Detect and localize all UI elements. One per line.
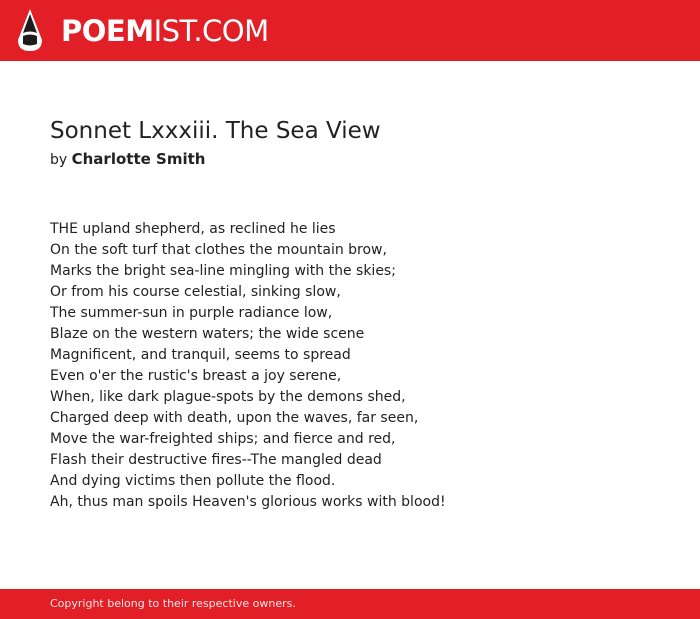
poem-line: And dying victims then pollute the flood. (50, 473, 336, 489)
brand-name-strong: POEM (61, 14, 154, 48)
copyright-text: Copyright belong to their respective owners. (50, 597, 296, 610)
poem-line: Or from his course celestial, sinking slow, (50, 284, 341, 300)
poem-line: Flash their destructive fires--The mangled dead (50, 452, 382, 468)
site-footer (0, 589, 700, 619)
poem-line: Marks the bright sea-line mingling with the skies; (50, 263, 396, 279)
brand-name-light: IST.COM (153, 14, 269, 48)
poem-title: Sonnet Lxxxiii. The Sea View (50, 118, 381, 144)
author-link[interactable]: Charlotte Smith (71, 150, 206, 168)
poem-line: Blaze on the western waters; the wide scene (50, 326, 365, 342)
brand-name (61, 14, 269, 48)
poem-line: Charged deep with death, upon the waves, far seen, (50, 410, 419, 426)
pencil-tip-icon (18, 9, 42, 51)
poem-line: When, like dark plague-spots by the demons shed, (50, 389, 406, 405)
poem-line: On the soft turf that clothes the mountain brow, (50, 242, 387, 258)
poem-line: Magnificent, and tranquil, seems to spread (50, 347, 351, 363)
poem-line: The summer-sun in purple radiance low, (50, 305, 333, 321)
poem-line: Move the war-freighted ships; and fierce and red, (50, 431, 396, 447)
poem-line: Ah, thus man spoils Heaven's glorious works with blood! (50, 494, 446, 510)
by-label: by (50, 152, 72, 168)
poem-heading (50, 116, 670, 170)
poem-line: Even o'er the rustic's breast a joy serene, (50, 368, 342, 384)
poem-byline (50, 150, 670, 170)
poem-line: THE upland shepherd, as reclined he lies (50, 221, 336, 237)
site-header (0, 0, 700, 61)
site-logo-link[interactable] (18, 9, 269, 51)
poem-body (50, 219, 670, 513)
